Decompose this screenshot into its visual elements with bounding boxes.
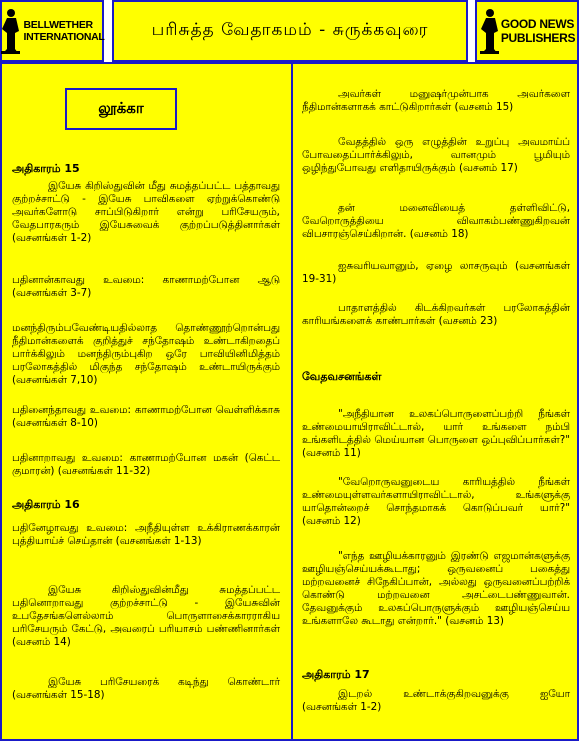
paragraph: இயேசு கிறிஸ்துவின் மீது சுமத்தப்பட்ட பத்தாவது குற்றச்சாட்டு - இயேசு பாவிகளை ஏற்றுக்கொண்டு அவர்களோடு சாப்பிடுகிறார் என்று பரிசேயரும், வேதபாரகரும் இயேசுவைக் குற்றப்படுத்தினார்கள் (வசனங்கள் 1-2) <box>12 180 280 244</box>
chapter-heading: அதிகாரம் 16 <box>12 498 80 511</box>
book-title: லூக்கா <box>65 88 177 130</box>
paragraph: இயேசு பரிசேயரைக் கடிந்து கொண்டார் (வசனங்கள் 15-18) <box>12 676 280 701</box>
column-divider <box>291 64 293 741</box>
paragraph: மனந்திரும்பவேண்டியதில்லாத தொண்ணூற்றொன்பது நீதிமான்களைக் குறித்துச் சந்தோஷம் உண்டாகிறதைப் பார்க்கிலும் மனந்திரும்புகிற ஒரே பாவியினிமித்தம் பரலோகத்தில் மிகுந்த சந்தோஷம் உண்டாயிருக்கும் (வசனங்கள் 7,10) <box>12 322 280 386</box>
header-title-box <box>112 0 468 62</box>
verse-quote: "வேறொருவனுடைய காரியத்தில் நீங்கள் உண்மையுள்ளவர்களாயிராவிட்டால், உங்களுக்கு யாதொன்றைச் சொந்தமாகக் கொடுப்பவர் யார்?" (வசனம் 12) <box>302 476 570 527</box>
paragraph: பதினைந்தாவது உவமை: காணாமற்போன வெள்ளிக்காசு (வசனங்கள் 8-10) <box>12 404 280 429</box>
chapter-heading: அதிகாரம் 17 <box>302 668 370 681</box>
paragraph: பதினான்காவது உவமை: காணாமற்போன ஆடு (வசனங்கள் 3-7) <box>12 274 280 299</box>
paragraph: ஐசுவரியவானும், ஏழை லாசருவும் (வசனங்கள் 19-31) <box>302 260 570 285</box>
paragraph: பதினேழாவது உவமை: அநீதியுள்ள உக்கிராணக்காரன் புத்தியாய்ச் செய்தான் (வசனங்கள் 1-13) <box>12 522 280 547</box>
paragraph: அவர்கள் மனுஷர்முன்பாக அவர்களை நீதிமான்களாகக் காட்டுகிறார்கள் (வசனம் 15) <box>302 88 570 113</box>
verse-quote: "அநீதியான உலகப்பொருளைப்பற்றி நீங்கள் உண்மையாயிராவிட்டால், யார் உங்களை நம்பி உங்களிடத்தில் மெய்யான பொருளை ஒப்புவிப்பார்கள்?" (வசனம் 11) <box>302 408 570 459</box>
paragraph: தன் மனைவியைத் தள்ளிவிட்டு, வேறொருத்தியை விவாகம்பண்ணுகிறவன் விபசாரஞ்செய்கிறான். (வசனம் 18) <box>302 202 570 240</box>
chapter-heading: அதிகாரம் 15 <box>12 162 80 175</box>
bell-figure-icon <box>479 7 499 55</box>
left-logo-line1: BELLWETHER <box>23 19 93 31</box>
paragraph: வேதத்தில் ஒரு எழுத்தின் உறுப்பு அவமாய்ப் போவதைப்பார்க்கிலும், வானமும் பூமியும் ஒழிந்துபோவது எளிதாயிருக்கும் (வசனம் 17) <box>302 136 570 174</box>
right-logo-line1: GOOD NEWS <box>500 17 575 31</box>
left-logo-line2: INTERNATIONAL <box>23 31 105 43</box>
paragraph: இயேசு கிறிஸ்துவின்மீது சுமத்தப்பட்ட பதினொறாவது குற்றச்சாட்டு - இயேசுவின் உபதேசங்களெல்லாம் பொருளாசைக்காரராகிய பரிசேயரும் கேட்டு, அவரைப் பரியாசம் பண்ணினார்கள் (வசனம் 14) <box>12 584 280 648</box>
paragraph: பதினாறாவது உவமை: காணாமற்போன மகன் (கெட்ட குமாரன்) (வசனங்கள் 11-32) <box>12 452 280 477</box>
paragraph: பாதாளத்தில் கிடக்கிறவர்கள் பரலோகத்தின் காரியங்களைக் காண்பார்கள் (வசனம் 23) <box>302 302 570 327</box>
bell-figure-icon <box>0 7 21 55</box>
paragraph: இடறல் உண்டாக்குகிறவனுக்கு ஐயோ (வசனங்கள் 1-2) <box>302 688 570 713</box>
page-title: பரிசுத்த வேதாகமம் - சுருக்கவுரை <box>151 20 429 40</box>
good-news-logo <box>475 0 579 62</box>
verse-quote: "எந்த ஊழியக்காரனும் இரண்டு எஜமான்களுக்கு ஊழியஞ்செய்யக்கூடாது; ஒருவனைப் பகைத்து மற்றவனைச் சிநேகிப்பான், அல்லது ஒருவனைப்பற்றிக் கொண்டு மற்றவனை அசட்டைபண்ணுவான். தேவனுக்கும் உலகப்பொருளுக்கும் ஊழியஞ்செய்ய உங்களாலே கூடாது என்றார்." (வசனம் 13) <box>302 550 570 627</box>
content-panel <box>0 62 579 741</box>
bellwether-logo <box>0 0 104 62</box>
right-logo-line2: PUBLISHERS <box>500 31 576 45</box>
section-heading: வேதவசனங்கள் <box>302 370 382 383</box>
